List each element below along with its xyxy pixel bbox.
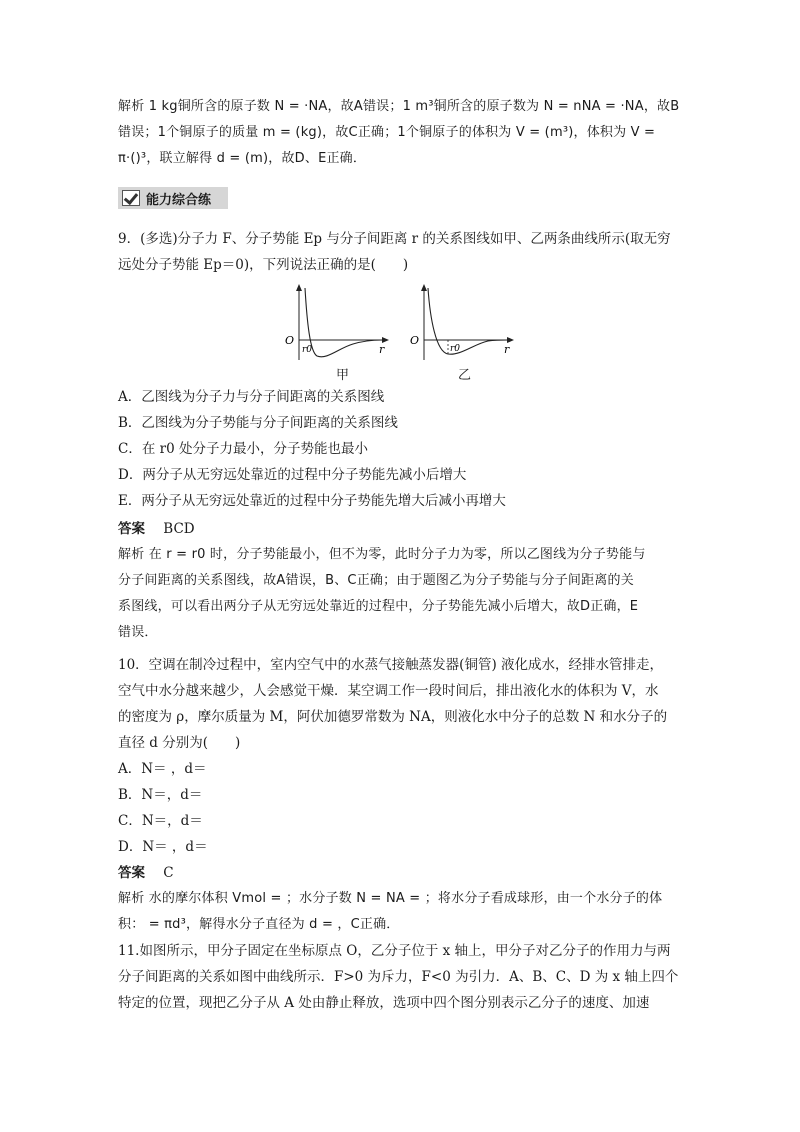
answer-value: C — [163, 865, 174, 881]
solution-line: 错误． — [118, 625, 158, 640]
option-d: D．两分子从无穷远处靠近的过程中分子势能先减小后增大 — [118, 467, 467, 483]
question-9-stem — [118, 226, 688, 278]
section-title: 能力综合练 — [146, 192, 212, 208]
option-a: A．乙图线为分子力与分子间距离的关系图线 — [118, 389, 385, 405]
origin-label: O — [285, 334, 295, 347]
checkbox-icon — [122, 190, 140, 206]
question-line: 10．空调在制冷过程中，室内空气中的水蒸气接触蒸发器(铜管) 液化成水，经排水管排走， — [118, 657, 664, 673]
prev-solution-line: π·()³，联立解得 d = (m)，故D、E正确． — [118, 151, 367, 166]
solution-line: 积： = πd³，解得水分子直径为 d = ，C正确． — [118, 917, 400, 932]
answer-value: BCD — [163, 521, 195, 537]
figure-yi — [408, 282, 518, 362]
solution-line: 解析 在 r = r0 时，分子势能最小，但不为零，此时分子力为零，所以乙图线为分子势能与 — [118, 547, 646, 562]
question-10-answer — [118, 860, 688, 886]
option-b: B．乙图线为分子势能与分子间距离的关系图线 — [118, 415, 398, 431]
answer-label: 答案 — [118, 865, 145, 881]
question-line: 远处分子势能 Ep＝0)，下列说法正确的是( ) — [118, 257, 409, 273]
axis-label: r — [379, 343, 385, 356]
prev-solution-line: 错误；1个铜原子的质量 m = (kg)，故C正确；1个铜原子的体积为 V = (m³)，体积为 V = — [118, 125, 656, 140]
question-line: 直径 d 分别为( ) — [118, 735, 241, 751]
option-b: B．N＝，d＝ — [118, 787, 203, 803]
option-c: C．在 r0 处分子力最小，分子势能也最小 — [118, 441, 368, 457]
option-d: D．N＝ ，d＝ — [118, 839, 208, 855]
question-line: 的密度为 ρ，摩尔质量为 M，阿伏加德罗常数为 NA，则液化水中分子的总数 N 和水分子的 — [118, 709, 668, 725]
axis-label: r — [504, 343, 510, 356]
question-10-solution — [118, 886, 688, 938]
figure-jia-caption: 甲 — [336, 368, 350, 383]
question-line: 分子间距离的关系如图中曲线所示．F>0 为斥力，F<0 为引力．A、B、C、D 为 x 轴上四个 — [118, 969, 679, 985]
question-line: 特定的位置，现把乙分子从 A 处由静止释放，选项中四个图分别表示乙分子的速度、加速 — [118, 995, 650, 1011]
solution-line: 分子间距离的关系图线，故A错误，B、C正确；由于题图乙为分子势能与分子间距离的关 — [118, 573, 634, 588]
option-c: C．N＝，d＝ — [118, 813, 203, 829]
figure-jia — [283, 282, 393, 362]
solution-line: 解析 水的摩尔体积 Vmol = ；水分子数 N = NA = ；将水分子看成球形，由一个水分子的体 — [118, 891, 663, 906]
origin-label: O — [410, 334, 420, 347]
question-9-solution — [118, 542, 688, 646]
option-e: E．两分子从无穷远处靠近的过程中分子势能先增大后减小再增大 — [118, 493, 506, 509]
section-header — [118, 187, 228, 209]
solution-line: 系图线，可以看出两分子从无穷远处靠近的过程中，分子势能先减小后增大，故D正确，E — [118, 599, 639, 614]
prev-solution — [118, 94, 688, 172]
question-line: 11.如图所示，甲分子固定在坐标原点 O，乙分子位于 x 轴上，甲分子对乙分子的作用力与两 — [118, 943, 671, 959]
answer-label: 答案 — [118, 521, 145, 537]
question-10-stem — [118, 652, 688, 756]
figure-yi-caption: 乙 — [458, 368, 472, 383]
prev-solution-line: 解析 1 kg铜所含的原子数 N = ·NA，故A错误；1 m³铜所含的原子数为 N = nNA = ·NA，故B — [118, 99, 680, 114]
question-line: 空气中水分越来越少，人会感觉干燥．某空调工作一段时间后，排出液化水的体积为 V，水 — [118, 683, 659, 699]
question-9-answer — [118, 516, 688, 542]
r0-label: r0 — [302, 345, 313, 355]
question-9-options — [118, 384, 688, 514]
r0-label: r0 — [450, 344, 461, 354]
question-line: 9．(多选)分子力 F、分子势能 Ep 与分子间距离 r 的关系图线如甲、乙两条曲线所示(取无穷 — [118, 231, 671, 247]
question-11-stem — [118, 938, 688, 1016]
option-a: A．N＝ ，d＝ — [118, 761, 207, 777]
question-10-options — [118, 756, 688, 860]
